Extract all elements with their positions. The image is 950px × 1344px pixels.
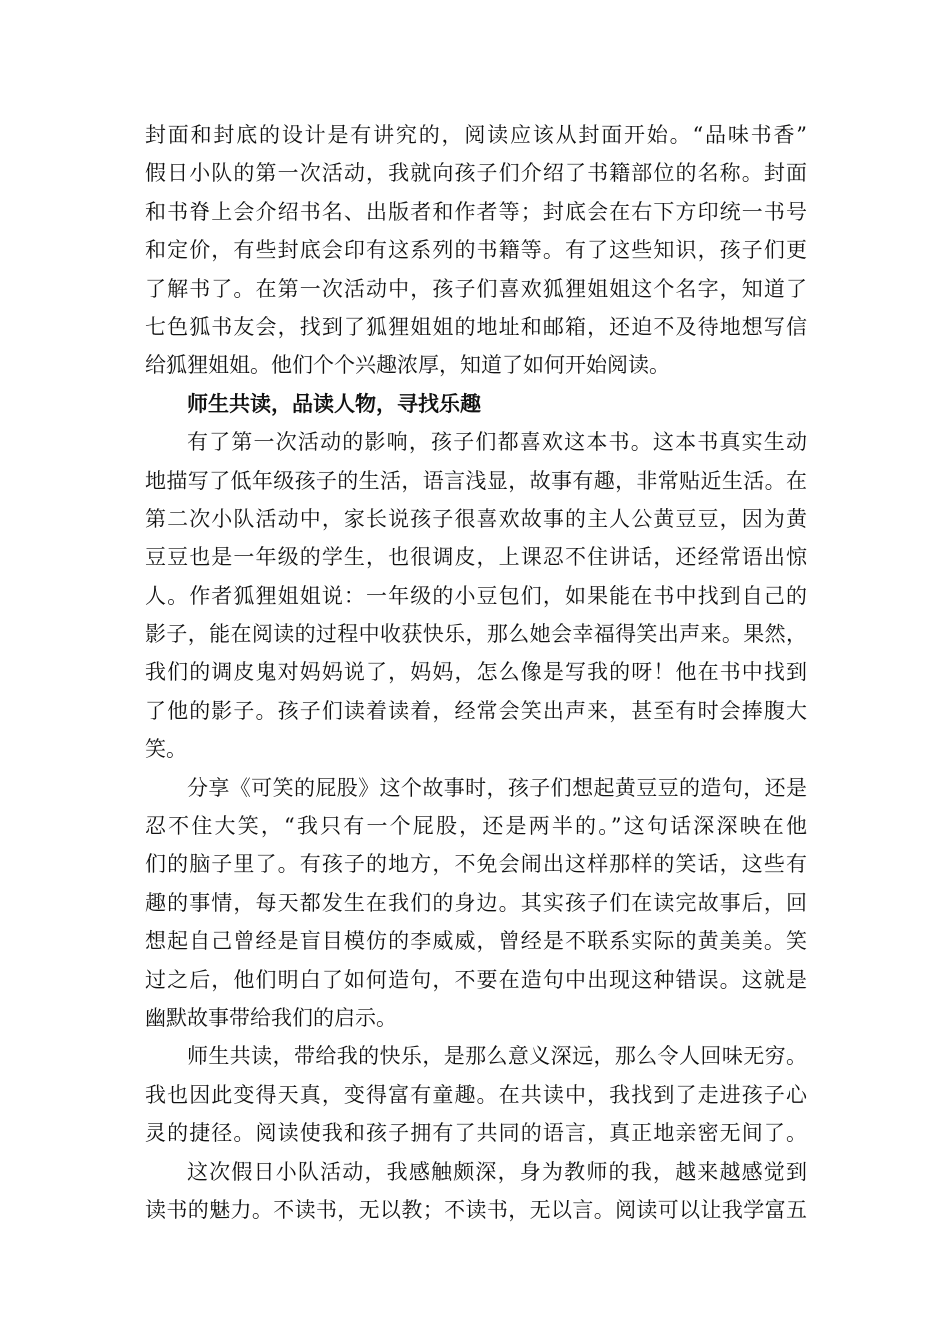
text-line: 和书脊上会介绍书名、出版者和作者等；封底会在右下方印统一书号 bbox=[145, 199, 807, 224]
text-line: 过之后，他们明白了如何造句，不要在造句中出现这种错误。这就是 bbox=[145, 967, 807, 992]
text-line: 读书的魅力。不读书，无以教；不读书，无以言。阅读可以让我学富五 bbox=[145, 1197, 807, 1222]
text-line: 笑。 bbox=[145, 737, 187, 762]
text-line: 我也因此变得天真，变得富有童趣。在共读中，我找到了走进孩子心 bbox=[145, 1082, 807, 1107]
text-line: 这次假日小队活动，我感触颇深，身为教师的我，越来越感觉到 bbox=[187, 1159, 807, 1184]
text-line: 第二次小队活动中，家长说孩子很喜欢故事的主人公黄豆豆，因为黄 bbox=[145, 506, 807, 531]
text-line: 师生共读，带给我的快乐，是那么意义深远，那么令人回味无穷。 bbox=[187, 1044, 807, 1069]
text-line: 给狐狸姐姐。他们个个兴趣浓厚，知道了如何开始阅读。 bbox=[145, 353, 670, 378]
text-line: 影子，能在阅读的过程中收获快乐，那么她会幸福得笑出声来。果然， bbox=[145, 622, 807, 647]
text-line: 豆豆也是一年级的学生，也很调皮，上课忍不住讲话，还经常语出惊 bbox=[145, 545, 807, 570]
text-line: 七色狐书友会，找到了狐狸姐姐的地址和邮箱，还迫不及待地想写信 bbox=[145, 314, 807, 339]
text-line: 灵的捷径。阅读使我和孩子拥有了共同的语言，真正地亲密无间了。 bbox=[145, 1121, 807, 1146]
section-heading: 师生共读，品读人物，寻找乐趣 bbox=[187, 390, 481, 416]
text-line: 幽默故事带给我们的启示。 bbox=[145, 1005, 397, 1030]
text-line: 我们的调皮鬼对妈妈说了，妈妈，怎么像是写我的呀！他在书中找到 bbox=[145, 660, 807, 685]
text-line: 封面和封底的设计是有讲究的，阅读应该从封面开始。“品味书香” bbox=[145, 123, 807, 147]
text-line: 了他的影子。孩子们读着读着，经常会笑出声来，甚至有时会捧腹大 bbox=[145, 698, 807, 723]
text-line: 人。作者狐狸姐姐说：一年级的小豆包们，如果能在书中找到自己的 bbox=[145, 583, 807, 608]
text-line: 有了第一次活动的影响，孩子们都喜欢这本书。这本书真实生动 bbox=[187, 430, 807, 455]
text-line: 地描写了低年级孩子的生活，语言浅显，故事有趣，非常贴近生活。在 bbox=[145, 468, 807, 493]
text-line: 和定价，有些封底会印有这系列的书籍等。有了这些知识，孩子们更 bbox=[145, 238, 807, 263]
text-line: 分享《可笑的屁股》这个故事时，孩子们想起黄豆豆的造句，还是 bbox=[187, 775, 807, 800]
document-body bbox=[145, 116, 807, 1229]
text-line: 假日小队的第一次活动，我就向孩子们介绍了书籍部位的名称。封面 bbox=[145, 161, 807, 186]
text-line: 想起自己曾经是盲目模仿的李威威，曾经是不联系实际的黄美美。笑 bbox=[145, 929, 807, 954]
text-line: 趣的事情，每天都发生在我们的身边。其实孩子们在读完故事后，回 bbox=[145, 890, 807, 915]
text-line: 了解书了。在第一次活动中，孩子们喜欢狐狸姐姐这个名字，知道了 bbox=[145, 276, 807, 301]
text-line: 们的脑子里了。有孩子的地方，不免会闹出这样那样的笑话，这些有 bbox=[145, 852, 807, 877]
text-line: 忍不住大笑，“我只有一个屁股，还是两半的。”这句话深深映在他 bbox=[145, 814, 807, 839]
